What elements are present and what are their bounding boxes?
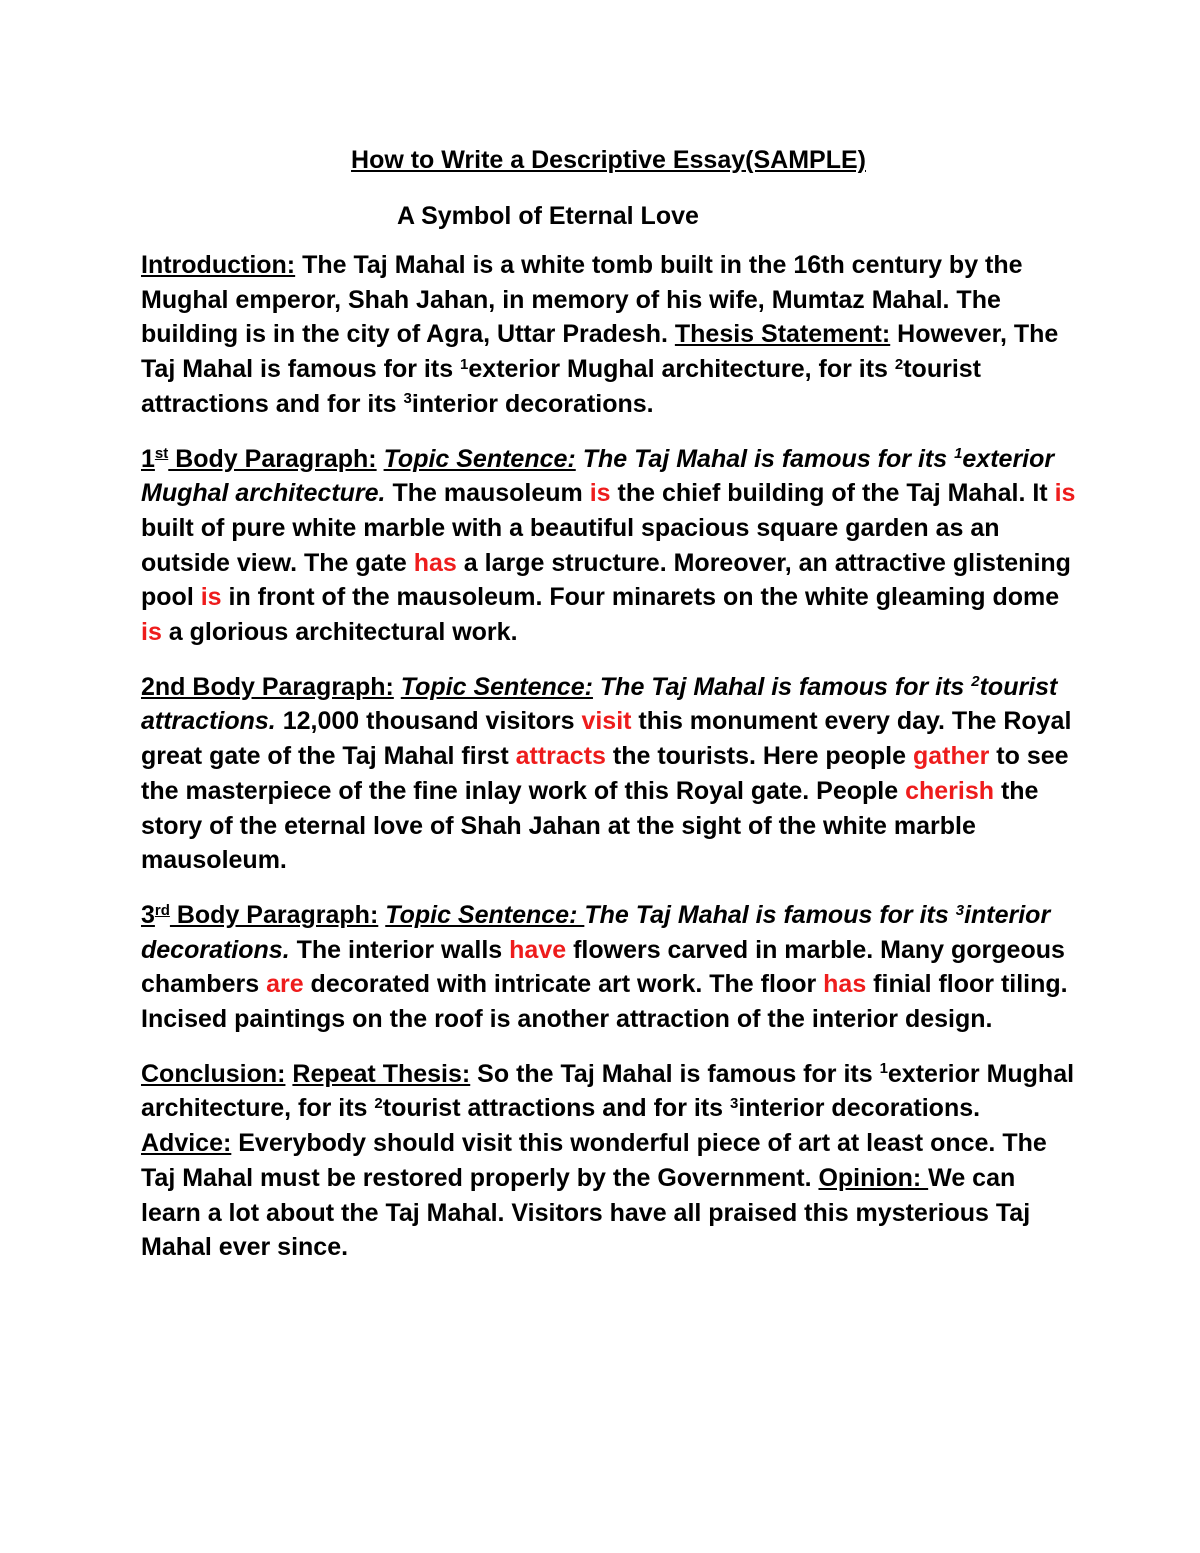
superscript: 3 bbox=[403, 390, 412, 408]
underlined-label: 3 bbox=[141, 900, 155, 929]
body-paragraph-3 bbox=[141, 898, 1076, 1037]
underlined-label: Topic Sentence: bbox=[383, 444, 576, 473]
text-run: flowers carved in marble. Many gorgeous chambers bbox=[141, 935, 1065, 999]
underlined-label: Introduction: bbox=[141, 251, 296, 279]
text-run bbox=[394, 673, 401, 701]
text-run: exterior Mughal architecture, for its bbox=[141, 1059, 1075, 1123]
superscript: 2 bbox=[374, 1095, 383, 1113]
underlined-label: Opinion: bbox=[818, 1163, 929, 1192]
text-run: in front of the mausoleum. Four minarets on the white gleaming dome bbox=[221, 583, 1060, 612]
topic-sentence-text: exterior Mughal architecture. bbox=[141, 444, 1055, 508]
underlined-label: Conclusion: bbox=[141, 1059, 286, 1088]
text-run: the story of the eternal love of Shah Jahan at the sight of the white marble mausoleum. bbox=[141, 776, 1039, 875]
superscript: 1 bbox=[460, 355, 469, 373]
text-run: decorated with intricate art work. The floor bbox=[303, 970, 824, 999]
text-run: tourist attractions and for its bbox=[382, 1094, 731, 1123]
text-run: tourist attractions and for its bbox=[141, 355, 982, 418]
highlighted-verb: visit bbox=[581, 707, 632, 736]
highlighted-verb: are bbox=[266, 970, 304, 999]
text-run: However, The Taj Mahal is famous for its bbox=[141, 320, 1059, 384]
superscript: 2 bbox=[894, 355, 904, 373]
text-run: to see the masterpiece of the fine inlay work of this Royal gate. People bbox=[141, 742, 1069, 805]
underlined-label: Body Paragraph: bbox=[168, 444, 377, 473]
underlined-label: 2nd Body Paragraph: bbox=[141, 672, 394, 701]
text-run: a large structure. Moreover, an attractive glistening pool bbox=[141, 548, 1071, 612]
topic-sentence-text: The Taj Mahal is famous for its bbox=[584, 900, 956, 929]
essay-subtitle: A Symbol of Eternal Love bbox=[397, 202, 699, 230]
text-run: The Taj Mahal is a white tomb built in the 16th century by the Mughal emperor, Shah Jahan, in memory of his wife, Mumtaz Mahal. The building is in the city of Agra, Uttar Pradesh. bbox=[141, 251, 1023, 349]
essay-page bbox=[141, 141, 1076, 1265]
document-title: How to Write a Descriptive Essay(SAMPLE) bbox=[351, 146, 866, 174]
text-run: finial floor tiling. Incised paintings on the roof is another attraction of the interior design. bbox=[141, 970, 1068, 1034]
text-run: We can learn a lot about the Taj Mahal. Visitors have all praised this mysterious Taj Mahal ever since. bbox=[141, 1163, 1031, 1262]
text-run bbox=[377, 445, 384, 473]
topic-sentence-text: tourist attractions. bbox=[141, 672, 1058, 736]
underlined-label: Repeat Thesis: bbox=[292, 1059, 471, 1088]
highlighted-verb: is bbox=[1054, 479, 1076, 508]
highlighted-verb: cherish bbox=[905, 776, 995, 805]
topic-sentence-text: interior decorations. bbox=[141, 900, 1051, 964]
underlined-label: Advice: bbox=[141, 1129, 232, 1158]
topic-sentence-text: The Taj Mahal is famous for its bbox=[592, 672, 972, 701]
text-run: interior decorations. bbox=[411, 389, 654, 418]
highlighted-verb: is bbox=[141, 618, 162, 647]
text-run: the chief building of the Taj Mahal. It bbox=[610, 479, 1055, 508]
text-run: The mausoleum bbox=[385, 479, 590, 508]
superscript: 3 bbox=[730, 1095, 739, 1113]
highlighted-verb: is bbox=[589, 479, 611, 508]
text-run: exterior Mughal architecture, for its bbox=[468, 355, 895, 384]
highlighted-verb: have bbox=[509, 935, 567, 964]
conclusion bbox=[141, 1057, 1076, 1265]
highlighted-verb: has bbox=[413, 548, 457, 577]
underlined-label: Topic Sentence: bbox=[400, 672, 593, 701]
text-run: 12,000 thousand visitors bbox=[275, 707, 582, 736]
essay-body bbox=[141, 248, 1076, 1265]
underlined-label: Body Paragraph: bbox=[169, 900, 379, 929]
topic-sentence-text: The Taj Mahal is famous for its bbox=[575, 444, 955, 473]
superscript: 2 bbox=[971, 673, 980, 691]
superscript: rd bbox=[154, 901, 170, 919]
text-run: Everybody should visit this wonderful piece of art at least once. The Taj Mahal must be restored properly by the Government. bbox=[141, 1129, 1047, 1192]
body-paragraph-1 bbox=[141, 442, 1076, 650]
underlined-label: 1 bbox=[141, 444, 155, 473]
text-run: built of pure white marble with a beautiful spacious square garden as an outside view. The gate bbox=[141, 513, 1000, 577]
text-run: the tourists. Here people bbox=[605, 742, 913, 771]
text-run: interior decorations. bbox=[738, 1094, 981, 1123]
text-run: a glorious architectural work. bbox=[161, 618, 518, 647]
highlighted-verb: has bbox=[823, 970, 867, 999]
superscript: st bbox=[154, 445, 169, 463]
text-run: The interior walls bbox=[289, 935, 510, 964]
text-run: this monument every day. The Royal great gate of the Taj Mahal first bbox=[141, 707, 1072, 771]
superscript: 1 bbox=[879, 1060, 888, 1078]
underlined-label: Thesis Statement: bbox=[674, 320, 891, 349]
text-run: So the Taj Mahal is famous for its bbox=[470, 1059, 880, 1088]
introduction bbox=[141, 248, 1076, 422]
body-paragraph-2 bbox=[141, 670, 1076, 878]
superscript: 1 bbox=[954, 445, 963, 463]
superscript: 3 bbox=[955, 901, 965, 919]
underlined-label: Topic Sentence: bbox=[385, 900, 585, 929]
highlighted-verb: attracts bbox=[515, 742, 606, 771]
highlighted-verb: gather bbox=[912, 742, 990, 771]
highlighted-verb: is bbox=[200, 583, 222, 612]
